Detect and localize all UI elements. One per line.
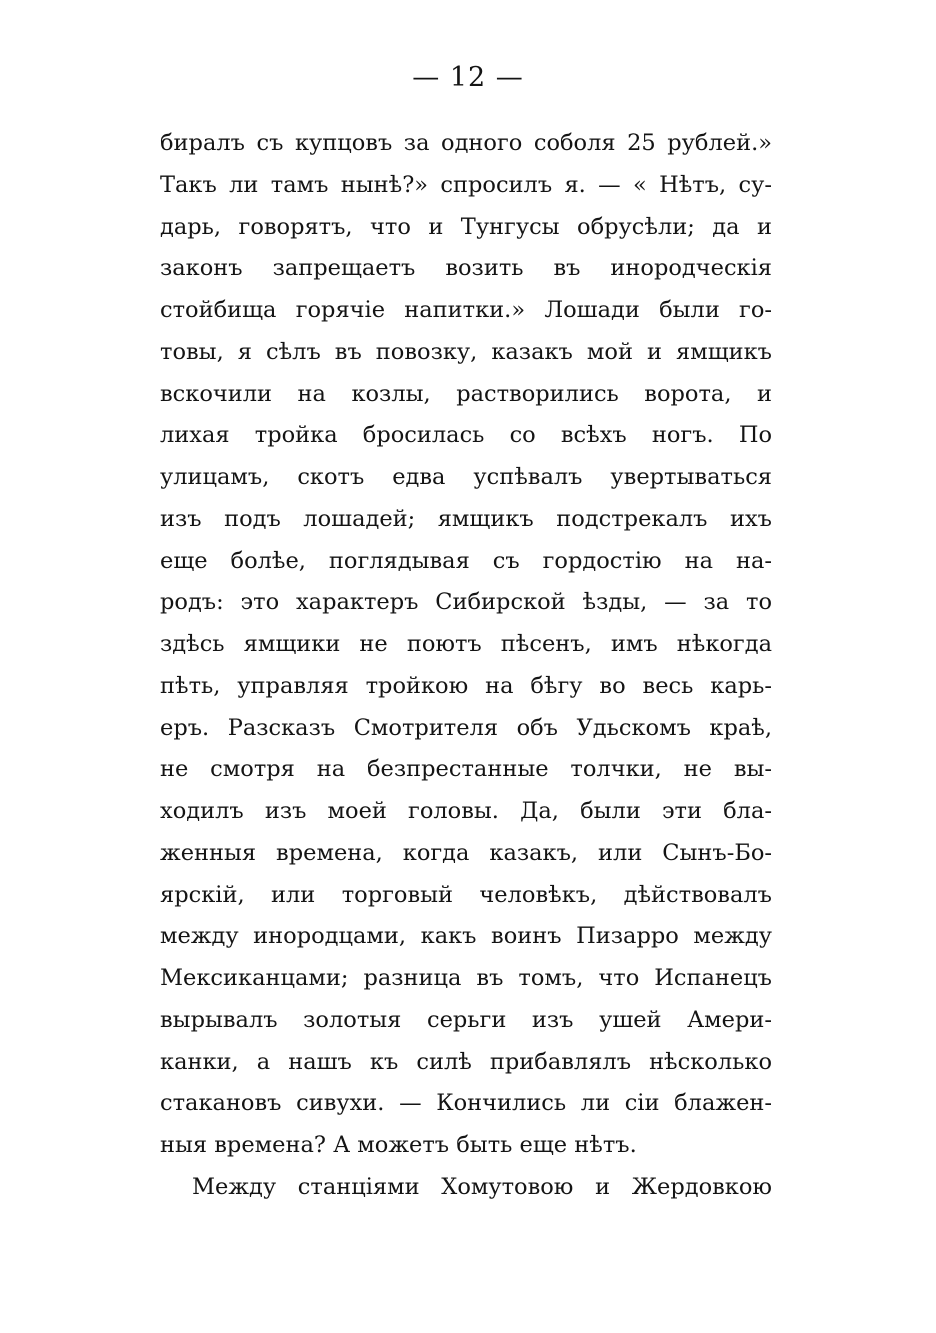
text-line: пѣть, управляя тройкою на бѣгу во весь карь- xyxy=(160,672,772,699)
paragraph-end-line: ныя времена? А можетъ быть еще нѣтъ. xyxy=(160,1132,637,1158)
text-line: женныя времена, когда казакъ, или Сынъ-Бо- xyxy=(160,839,772,866)
text-line: товы, я сѣлъ въ повозку, казакъ мой и ямщикъ xyxy=(160,338,772,365)
text-line: Такъ ли тамъ нынѣ?» спросилъ я. — « Нѣтъ, су- xyxy=(160,171,772,198)
text-line: ярскій, или торговый человѣкъ, дѣйствовалъ xyxy=(160,881,772,908)
text-line: вскочили на козлы, растворились ворота, и xyxy=(160,380,772,407)
text-line: улицамъ, скотъ едва успѣвалъ увертываться xyxy=(160,464,772,490)
text-line: вырывалъ золотыя серьги изъ ушей Амери- xyxy=(160,1006,772,1033)
text-line: ходилъ изъ моей головы. Да, были эти бла- xyxy=(160,798,772,824)
text-line: стакановъ сивухи. — Кончились ли сіи блажен- xyxy=(160,1090,772,1117)
text-line: канки, а нашъ къ силѣ прибавлялъ нѣсколько xyxy=(160,1048,772,1075)
text-line: здѣсь ямщики не поютъ пѣсенъ, имъ нѣкогда xyxy=(160,631,772,657)
body-text xyxy=(160,123,772,1209)
page-number: — 12 — xyxy=(412,62,524,93)
text-line: дарь, говорятъ, что и Тунгусы обрусѣли; да и xyxy=(160,213,772,240)
text-line: не смотря на безпрестанные толчки, не вы- xyxy=(160,756,772,783)
text-line: законъ запрещаетъ возить въ инородческія xyxy=(160,255,772,282)
text-line: еще болѣе, поглядывая съ гордостію на на- xyxy=(160,547,772,574)
text-line: Мексиканцами; разница въ томъ, что Испанецъ xyxy=(160,965,772,991)
text-line: между инородцами, какъ воинъ Пизарро между xyxy=(160,923,772,950)
paragraph-start-line: Между станціями Хомутовою и Жердовкою xyxy=(192,1173,772,1200)
text-line: изъ подъ лошадей; ямщикъ подстрекалъ ихъ xyxy=(160,505,772,532)
text-line: стойбища горячіе напитки.» Лошади были го- xyxy=(160,297,772,323)
text-line: лихая тройка бросилась со всѣхъ ногъ. По xyxy=(160,422,772,449)
text-line: еръ. Разсказъ Смотрителя объ Удьскомъ краѣ, xyxy=(160,714,772,741)
text-line: биралъ съ купцовъ за одного соболя 25 рублей.» xyxy=(160,130,772,156)
text-line: родъ: это характеръ Сибирской ѣзды, — за то xyxy=(160,589,772,616)
